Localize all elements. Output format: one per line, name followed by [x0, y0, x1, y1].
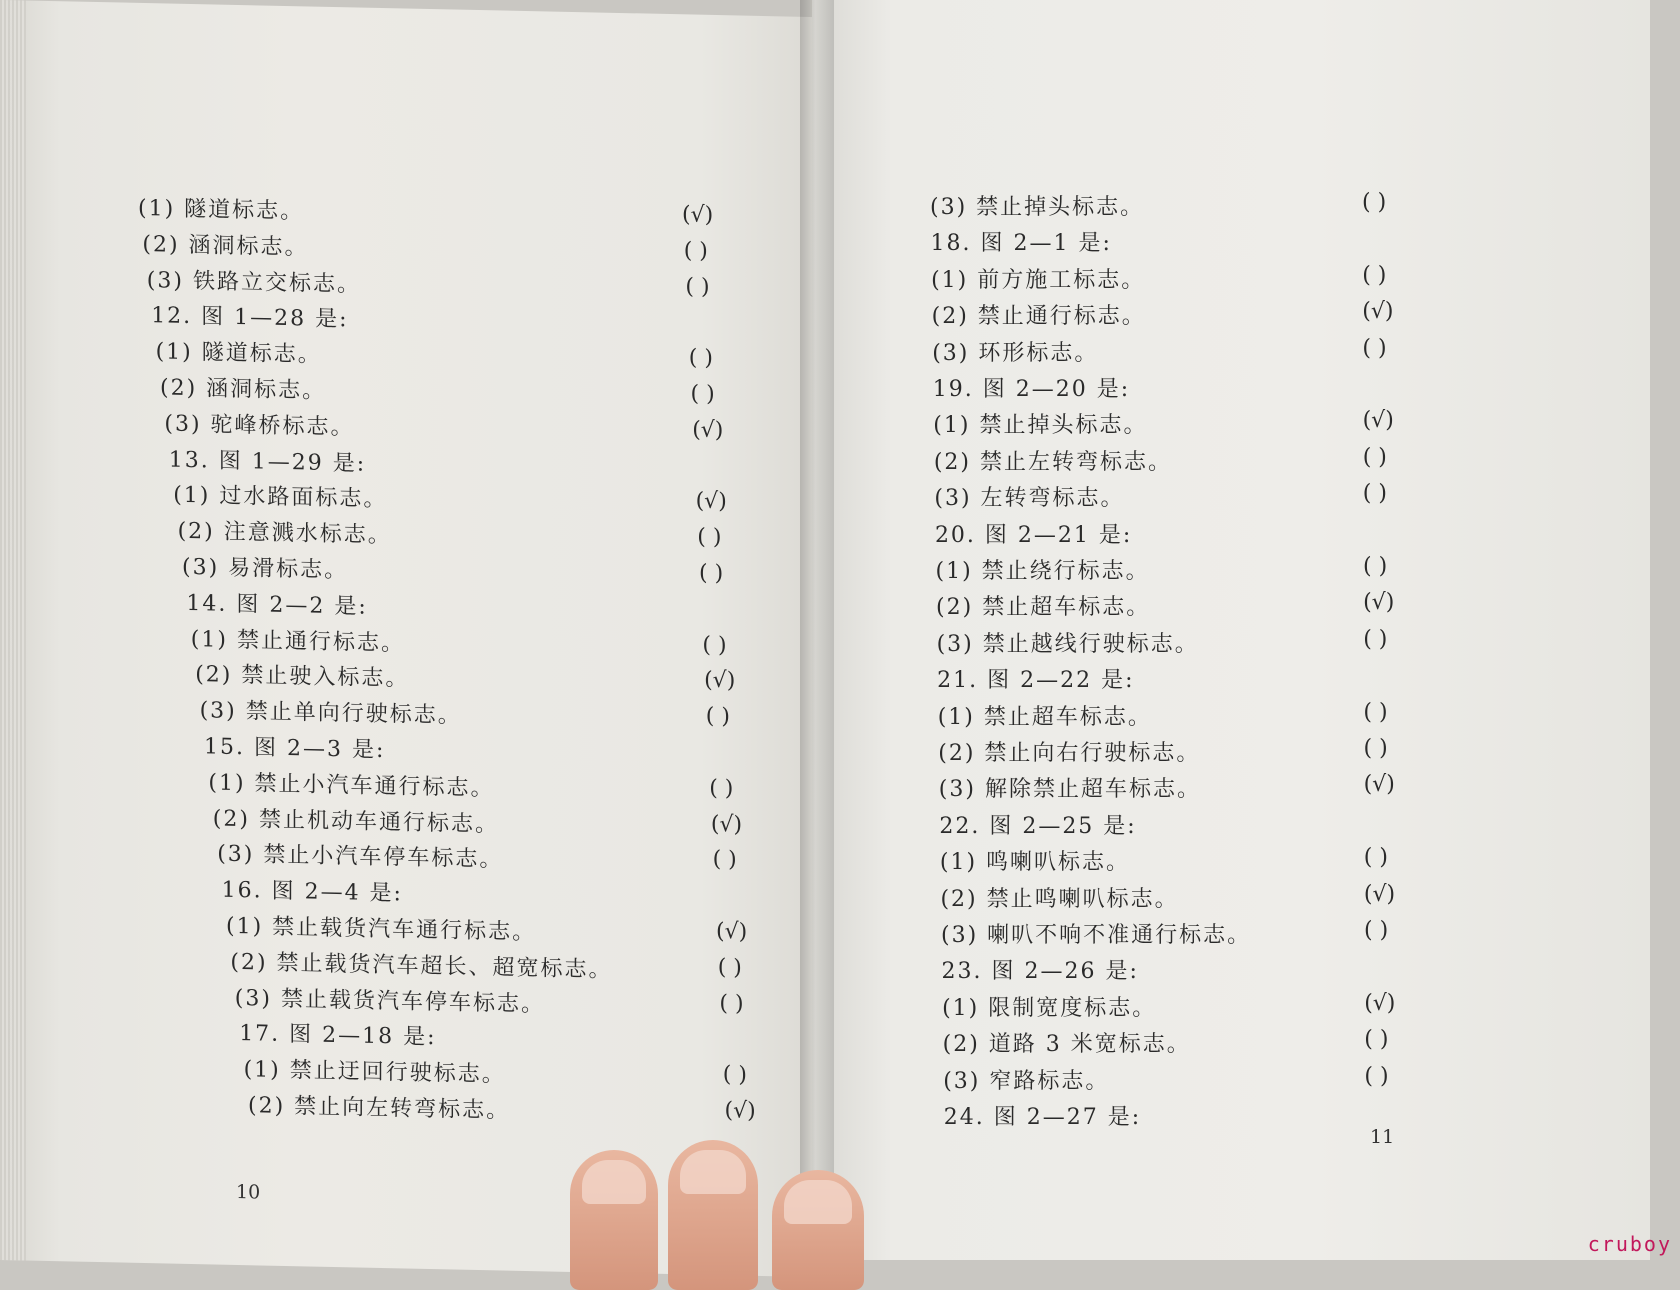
checked-answer-mark: (√)	[1362, 408, 1394, 434]
fingernail	[680, 1150, 746, 1194]
answer-option: (3) 禁止单向行驶标志。	[199, 698, 462, 729]
answer-blank: ( )	[712, 847, 737, 873]
checked-answer-mark: (√)	[682, 202, 714, 228]
answer-blank: ( )	[690, 381, 715, 407]
question-heading: 21. 图 2—22 是:	[937, 668, 1135, 694]
answer-option: (1) 限制宽度标志。	[942, 995, 1157, 1021]
checked-answer-mark: (√)	[692, 417, 724, 443]
answer-option: (1) 隧道标志。	[138, 195, 305, 225]
answer-option: (1) 过水路面标志。	[173, 483, 388, 513]
book-gutter	[800, 0, 834, 1260]
answer-option: (3) 左转弯标志。	[934, 486, 1125, 512]
answer-blank: ( )	[717, 954, 742, 981]
answer-blank: ( )	[1363, 699, 1388, 725]
answer-option: (3) 易滑标志。	[182, 554, 349, 584]
answer-option: (3) 禁止掉头标志。	[930, 195, 1145, 220]
answer-option: (3) 禁止越线行驶标志。	[936, 631, 1199, 657]
answer-option: (2) 禁止左转弯标志。	[933, 449, 1173, 475]
answer-option: (2) 禁止机动车通行标志。	[212, 806, 499, 838]
question-heading: 18. 图 2—1 是:	[930, 231, 1112, 257]
answer-option: (3) 解除禁止超车标志。	[938, 777, 1201, 803]
answer-option: (1) 隧道标志。	[155, 339, 322, 368]
answer-blank: ( )	[685, 273, 710, 300]
checked-answer-mark: (√)	[1363, 772, 1395, 798]
answer-option: (1) 鸣喇叭标志。	[939, 850, 1131, 876]
left-page	[0, 0, 845, 1278]
answer-blank: ( )	[1363, 736, 1388, 761]
watermark: cruboy	[1587, 1232, 1672, 1256]
answer-blank: ( )	[1363, 626, 1388, 652]
answer-option: (3) 驼峰桥标志。	[164, 411, 355, 441]
question-heading: 19. 图 2—20 是:	[932, 377, 1131, 402]
finger	[772, 1170, 864, 1290]
answer-blank: ( )	[1362, 190, 1387, 215]
question-heading: 22. 图 2—25 是:	[939, 813, 1137, 839]
question-heading: 16. 图 2—4 是:	[221, 877, 403, 907]
question-heading: 13. 图 1—29 是:	[168, 447, 367, 477]
answer-blank: ( )	[719, 990, 744, 1017]
answer-option: (1) 禁止超车标志。	[937, 704, 1152, 730]
answer-option: (3) 喇叭不响不准通行标志。	[941, 923, 1252, 948]
page-number: 11	[1370, 1126, 1395, 1148]
answer-option: (3) 禁止载货汽车停车标志。	[234, 985, 545, 1018]
question-heading: 24. 图 2—27 是:	[943, 1105, 1142, 1130]
answer-option: (1) 禁止迂回行驶标志。	[243, 1057, 506, 1088]
checked-answer-mark: (√)	[704, 668, 736, 694]
question-heading: 17. 图 2—18 是:	[239, 1021, 437, 1051]
answer-blank: ( )	[702, 632, 727, 658]
answer-blank: ( )	[709, 775, 734, 802]
answer-option: (2) 注意溅水标志。	[177, 518, 392, 549]
checked-answer-mark: (√)	[1362, 299, 1394, 325]
page-edges	[0, 0, 26, 1261]
answer-blank: ( )	[1364, 1063, 1389, 1089]
answer-blank: ( )	[1363, 554, 1388, 579]
answer-option: (1) 前方施工标志。	[931, 267, 1146, 293]
answer-option: (2) 禁止向右行驶标志。	[938, 741, 1201, 766]
answer-option: (2) 禁止向左转弯标志。	[248, 1093, 511, 1124]
question-heading: 20. 图 2—21 是:	[934, 522, 1133, 548]
question-heading: 23. 图 2—26 是:	[941, 959, 1139, 985]
checked-answer-mark: (√)	[695, 488, 727, 515]
answer-blank: ( )	[705, 703, 730, 730]
answer-option: (1) 禁止通行标志。	[190, 626, 405, 657]
right-page	[812, 0, 1650, 1260]
answer-blank: ( )	[1363, 845, 1388, 871]
checked-answer-mark: (√)	[1364, 990, 1396, 1016]
answer-option: (1) 禁止绕行标志。	[935, 559, 1150, 584]
answer-option: (2) 涵洞标志。	[160, 375, 327, 404]
page-number: 10	[236, 1180, 261, 1204]
answer-option: (3) 铁路立交标志。	[146, 267, 361, 298]
answer-blank: ( )	[1364, 1027, 1389, 1053]
answer-blank: ( )	[697, 524, 722, 551]
finger	[570, 1150, 658, 1290]
fingernail	[582, 1160, 646, 1204]
answer-option: (3) 窄路标志。	[943, 1068, 1110, 1094]
answer-option: (2) 禁止驶入标志。	[195, 662, 410, 692]
checked-answer-mark: (√)	[1363, 881, 1396, 907]
answer-option: (3) 环形标志。	[932, 340, 1099, 366]
answer-blank: ( )	[1364, 918, 1389, 943]
answer-option: (2) 涵洞标志。	[142, 231, 309, 261]
answer-blank: ( )	[1362, 262, 1387, 288]
answer-option: (2) 禁止鸣喇叭标志。	[940, 886, 1179, 912]
answer-option: (2) 道路 3 米宽标志。	[942, 1032, 1191, 1058]
answer-option: (1) 禁止载货汽车通行标志。	[226, 913, 537, 946]
question-heading: 14. 图 2—2 是:	[186, 590, 368, 620]
answer-option: (2) 禁止通行标志。	[931, 304, 1146, 330]
answer-blank: ( )	[1362, 444, 1387, 470]
answer-blank: ( )	[688, 345, 713, 372]
answer-option: (3) 禁止小汽车停车标志。	[217, 841, 504, 873]
answer-option: (1) 禁止掉头标志。	[933, 413, 1148, 439]
checked-answer-mark: (√)	[724, 1098, 756, 1124]
question-heading: 12. 图 1—28 是:	[151, 303, 349, 333]
answer-option: (2) 禁止载货汽车超长、超宽标志。	[230, 949, 613, 983]
answer-blank: ( )	[1362, 481, 1387, 507]
answer-option: (1) 禁止小汽车通行标志。	[208, 770, 495, 802]
question-heading: 15. 图 2—3 是:	[204, 734, 386, 764]
answer-blank: ( )	[1362, 335, 1387, 361]
answer-blank: ( )	[683, 238, 708, 264]
checked-answer-mark: (√)	[716, 918, 748, 945]
checked-answer-mark: (√)	[710, 811, 743, 838]
answer-blank: ( )	[699, 560, 724, 587]
checked-answer-mark: (√)	[1363, 590, 1395, 616]
answer-option: (2) 禁止超车标志。	[936, 595, 1151, 621]
fingernail	[784, 1180, 852, 1224]
answer-blank: ( )	[722, 1062, 747, 1088]
finger	[668, 1140, 758, 1290]
